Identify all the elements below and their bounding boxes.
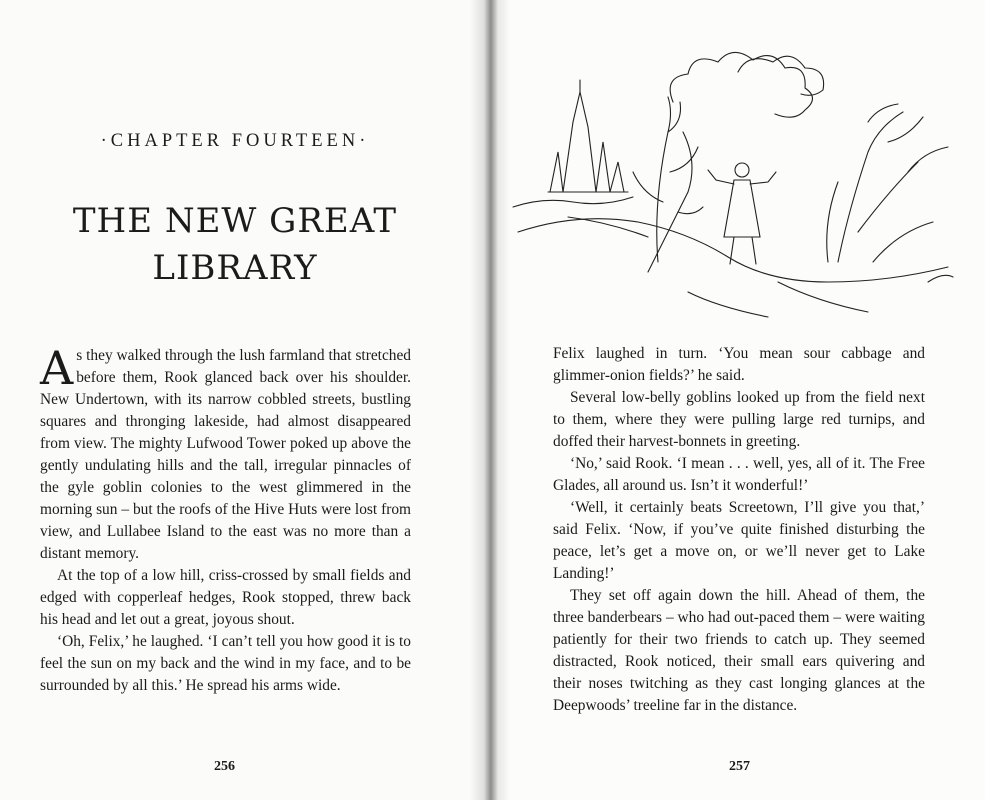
paragraph: ‘Well, it certainly beats Screetown, I’ll give you that,’ said Felix. ‘Now, if you’ve quite finished disturbing the peace, let’s get a move on, or we’ll never get to Lake Landing!’ xyxy=(553,499,925,582)
chapter-title-line-2: LIBRARY xyxy=(152,248,318,288)
paragraph: Felix laughed in turn. ‘You mean sour cabbage and glimmer-onion fields?’ he said. xyxy=(553,345,925,384)
illustration-traveller-in-landscape xyxy=(508,32,958,332)
paragraph: Several low-belly goblins looked up from the field next to them, where they were pulling large red turnips, and doffed their harvest-bonnets in greeting. xyxy=(553,389,925,450)
paragraph: ‘Oh, Felix,’ he laughed. ‘I can’t tell you how good it is to feel the sun on my back and the wind in my face, and to be surrounded by all this.’ He spread his arms wide. xyxy=(40,633,411,694)
figure-body xyxy=(724,180,760,237)
paragraph: They set off again down the hill. Ahead of them, the three banderbears – who had out-paced them – were waiting patiently for their two friends to catch up. They seemed distracted, Rook noticed, their small ears quivering and their noses twitching as they cast longing glances at the Deepwoods’ treeline far in the distance. xyxy=(553,587,925,714)
castle-spires xyxy=(550,80,624,192)
book-spine xyxy=(470,0,510,800)
drop-cap: A xyxy=(40,341,74,395)
figure-head xyxy=(735,163,749,177)
left-plant xyxy=(633,97,703,262)
page-number-right: 257 xyxy=(729,759,750,774)
paragraph: At the top of a low hill, criss-crossed by small fields and edged with copperleaf hedges, Rook stopped, threw back his head and let out a great, joyous shout. xyxy=(40,567,411,628)
chapter-title-line-1: THE NEW GREAT xyxy=(72,201,398,241)
page-number-left: 256 xyxy=(214,759,235,774)
paragraph-text: s they walked through the lush farmland that stretched before them, Rook glanced back over his shoulder. New Undertown, with its narrow cobbled streets, bustling squares and thronging lakeside, had almost disappeared from view. The mighty Lufwood Tower poked up above the gently undulating hills and the tall, irregular pinnacles of the gyle goblin colonies to the west glimmered in the morning sun – but the roofs of the Hive Huts were lost from view, and Lullabee Island to the east was no more than a distant memory. xyxy=(40,347,411,562)
right-plant xyxy=(827,112,948,262)
chapter-title xyxy=(0,198,470,292)
cloud-shape xyxy=(670,52,812,117)
paragraph: ‘No,’ said Rook. ‘I mean . . . well, yes, all of it. The Free Glades, all around us. Isn’t it wonderful!’ xyxy=(553,455,925,494)
chapter-label: ·CHAPTER FOURTEEN· xyxy=(100,131,370,151)
right-body-text xyxy=(553,343,925,717)
left-body-text xyxy=(40,341,411,697)
paragraph xyxy=(40,341,411,565)
